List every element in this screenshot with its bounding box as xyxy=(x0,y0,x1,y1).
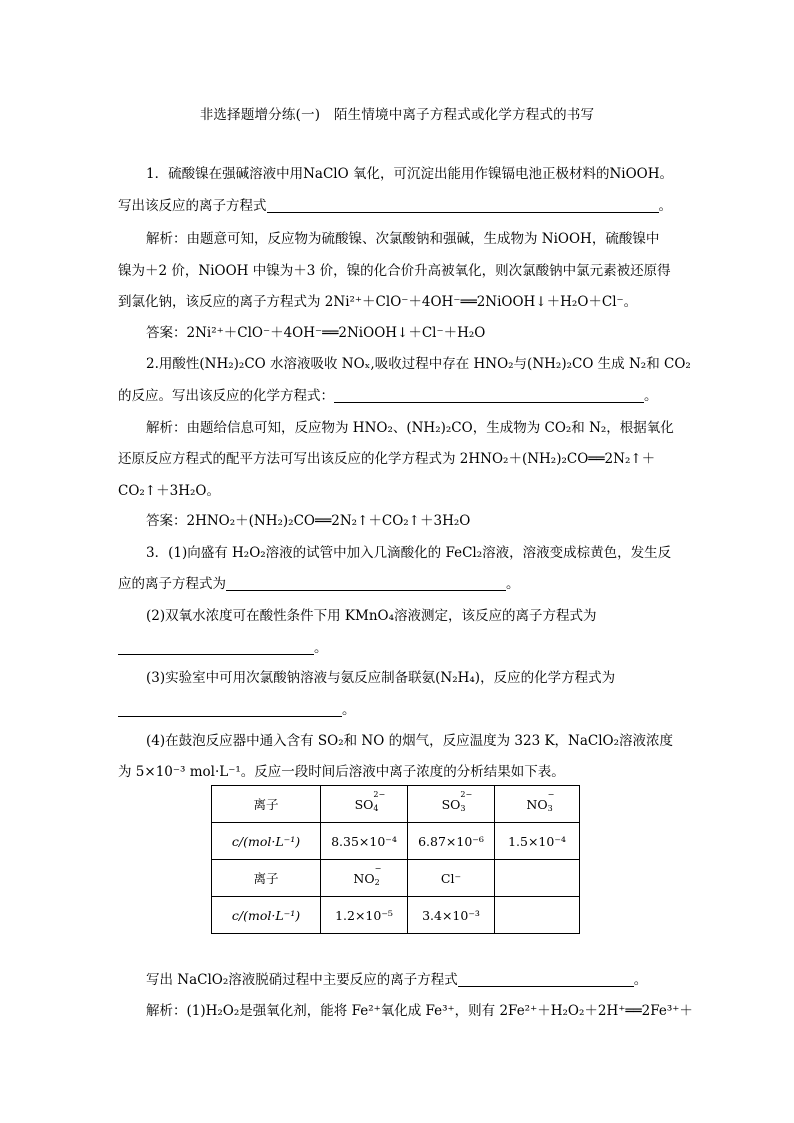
table-cell xyxy=(321,786,408,823)
ion-subscript: 3 xyxy=(460,803,466,813)
q2-explanation-line1: 解析：由题给信息可知，反应物为 HNO₂、(NH₂)₂CO，生成物为 CO₂和 N₂，根据氧化 xyxy=(146,420,674,436)
q2-answer: 答案：2HNO₂＋(NH₂)₂CO══2N₂↑＋CO₂↑＋3H₂O xyxy=(146,513,471,529)
table-cell: 3.4×10⁻³ xyxy=(408,897,495,934)
ion-charge: 2− xyxy=(460,789,473,799)
q2-explanation-line3: CO₂↑＋3H₂O。 xyxy=(118,483,220,499)
q2-stem-line2 xyxy=(118,386,678,406)
table-cell: c/(mol·L⁻¹) xyxy=(212,897,321,934)
q2-answer-blank[interactable] xyxy=(334,387,644,403)
q3-part3-line1: (3)实验室中可用次氯酸钠溶液与氨反应制备联氨(N₂H₄)，反应的化学方程式为 xyxy=(146,670,616,686)
ion-subscript: 4 xyxy=(373,803,379,813)
q2-period: 。 xyxy=(644,388,658,404)
q1-explanation-line2: 镍为＋2 价，NiOOH 中镍为＋3 价，镍的化合价升高被氧化，则次氯酸钠中氯元素被还原得 xyxy=(118,263,671,279)
q3-part4-ask xyxy=(146,970,678,990)
q3-part1-answer-blank[interactable] xyxy=(226,575,506,591)
table-cell: c/(mol·L⁻¹) xyxy=(212,823,321,860)
table-cell xyxy=(495,860,580,897)
ion-concentration-table xyxy=(211,785,580,934)
q1-prompt: 写出该反应的离子方程式 xyxy=(118,198,267,214)
q1-answer-blank[interactable] xyxy=(267,197,659,213)
table-cell: 6.87×10⁻⁶ xyxy=(408,823,495,860)
q3-part4-prompt: 写出 NaClO₂溶液脱硝过程中主要反应的离子方程式 xyxy=(146,972,458,988)
table-cell xyxy=(321,860,408,897)
q3-explanation-line1: 解析：(1)H₂O₂是强氧化剂，能将 Fe²⁺氧化成 Fe³⁺，则有 2Fe²⁺＋H₂O₂＋2H⁺══2Fe³⁺＋ xyxy=(146,1003,693,1019)
table-row xyxy=(212,897,580,934)
ion-subscript: 3 xyxy=(547,803,553,813)
q3-part4-period: 。 xyxy=(633,972,648,988)
q3-part2-line2 xyxy=(118,638,678,658)
ion-formula: NO xyxy=(526,796,548,812)
table-cell: 8.35×10⁻⁴ xyxy=(321,823,408,860)
q1-explanation-line1: 解析：由题意可知，反应物为硫酸镍、次氯酸钠和强碱，生成物为 NiOOH，硫酸镍中 xyxy=(146,231,660,247)
q1-stem-line2 xyxy=(118,196,678,216)
table-cell: 1.5×10⁻⁴ xyxy=(495,823,580,860)
q3-part3-period: 。 xyxy=(342,702,356,718)
q3-part2-line1: (2)双氧水浓度可在酸性条件下用 KMnO₄溶液测定，该反应的离子方程式为 xyxy=(146,608,597,624)
table-cell xyxy=(408,786,495,823)
table-row xyxy=(212,786,580,823)
q3-part1-prompt: 应的离子方程式为 xyxy=(118,576,226,592)
ion-subscript: 2 xyxy=(374,877,380,887)
ion-charge: − xyxy=(374,863,382,873)
table-cell: 离子 xyxy=(212,860,321,897)
q3-part4-answer-blank[interactable] xyxy=(458,971,634,987)
q1-explanation-line3: 到氯化钠，该反应的离子方程式为 2Ni²⁺＋ClO⁻＋4OH⁻══2NiOOH↓＋H₂O＋Cl⁻。 xyxy=(118,294,638,310)
q3-part3-line2 xyxy=(118,700,678,720)
table-row xyxy=(212,823,580,860)
ion-formula: SO xyxy=(354,796,374,812)
ion-charge: − xyxy=(547,789,555,799)
q3-part4-line2: 为 5×10⁻³ mol·L⁻¹。反应一段时间后溶液中离子浓度的分析结果如下表。 xyxy=(118,764,565,780)
table-cell xyxy=(495,786,580,823)
table-cell: Cl⁻ xyxy=(408,860,495,897)
q3-part1-line2 xyxy=(118,574,678,594)
ion-formula: NO xyxy=(353,870,375,886)
q2-stem-line1: 2.用酸性(NH₂)₂CO 水溶液吸收 NOₓ,吸收过程中存在 HNO₂与(NH₂)₂CO 生成 N₂和 CO₂ xyxy=(146,356,691,372)
q3-part2-answer-blank[interactable] xyxy=(118,639,314,655)
q1-period: 。 xyxy=(658,198,672,214)
table-row xyxy=(212,860,580,897)
q3-part1-line1: 3．(1)向盛有 H₂O₂溶液的试管中加入几滴酸化的 FeCl₂溶液，溶液变成棕黄色，发生反 xyxy=(146,545,672,561)
q2-explanation-line2: 还原反应方程式的配平方法可写出该反应的化学方程式为 2HNO₂＋(NH₂)₂CO══2N₂↑＋ xyxy=(118,451,656,467)
table-cell: 离子 xyxy=(212,786,321,823)
q1-answer: 答案：2Ni²⁺＋ClO⁻＋4OH⁻══2NiOOH↓＋Cl⁻＋H₂O xyxy=(146,325,486,341)
q1-stem-line1: 1．硫酸镍在强碱溶液中用NaClO 氧化，可沉淀出能用作镍镉电池正极材料的NiOOH。 xyxy=(146,166,673,182)
table-cell xyxy=(495,897,580,934)
q3-part1-period: 。 xyxy=(506,576,520,592)
q2-prompt: 的反应。写出该反应的化学方程式： xyxy=(118,388,334,404)
ion-formula: SO xyxy=(441,796,461,812)
q3-part3-answer-blank[interactable] xyxy=(118,701,342,717)
ion-charge: 2− xyxy=(373,789,386,799)
q3-part2-period: 。 xyxy=(314,640,328,656)
q3-part4-line1: (4)在鼓泡反应器中通入含有 SO₂和 NO 的烟气，反应温度为 323 K，NaClO₂溶液浓度 xyxy=(146,733,674,749)
table-cell: 1.2×10⁻⁵ xyxy=(321,897,408,934)
page-title: 非选择题增分练(一) 陌生情境中离子方程式或化学方程式的书写 xyxy=(199,107,595,123)
